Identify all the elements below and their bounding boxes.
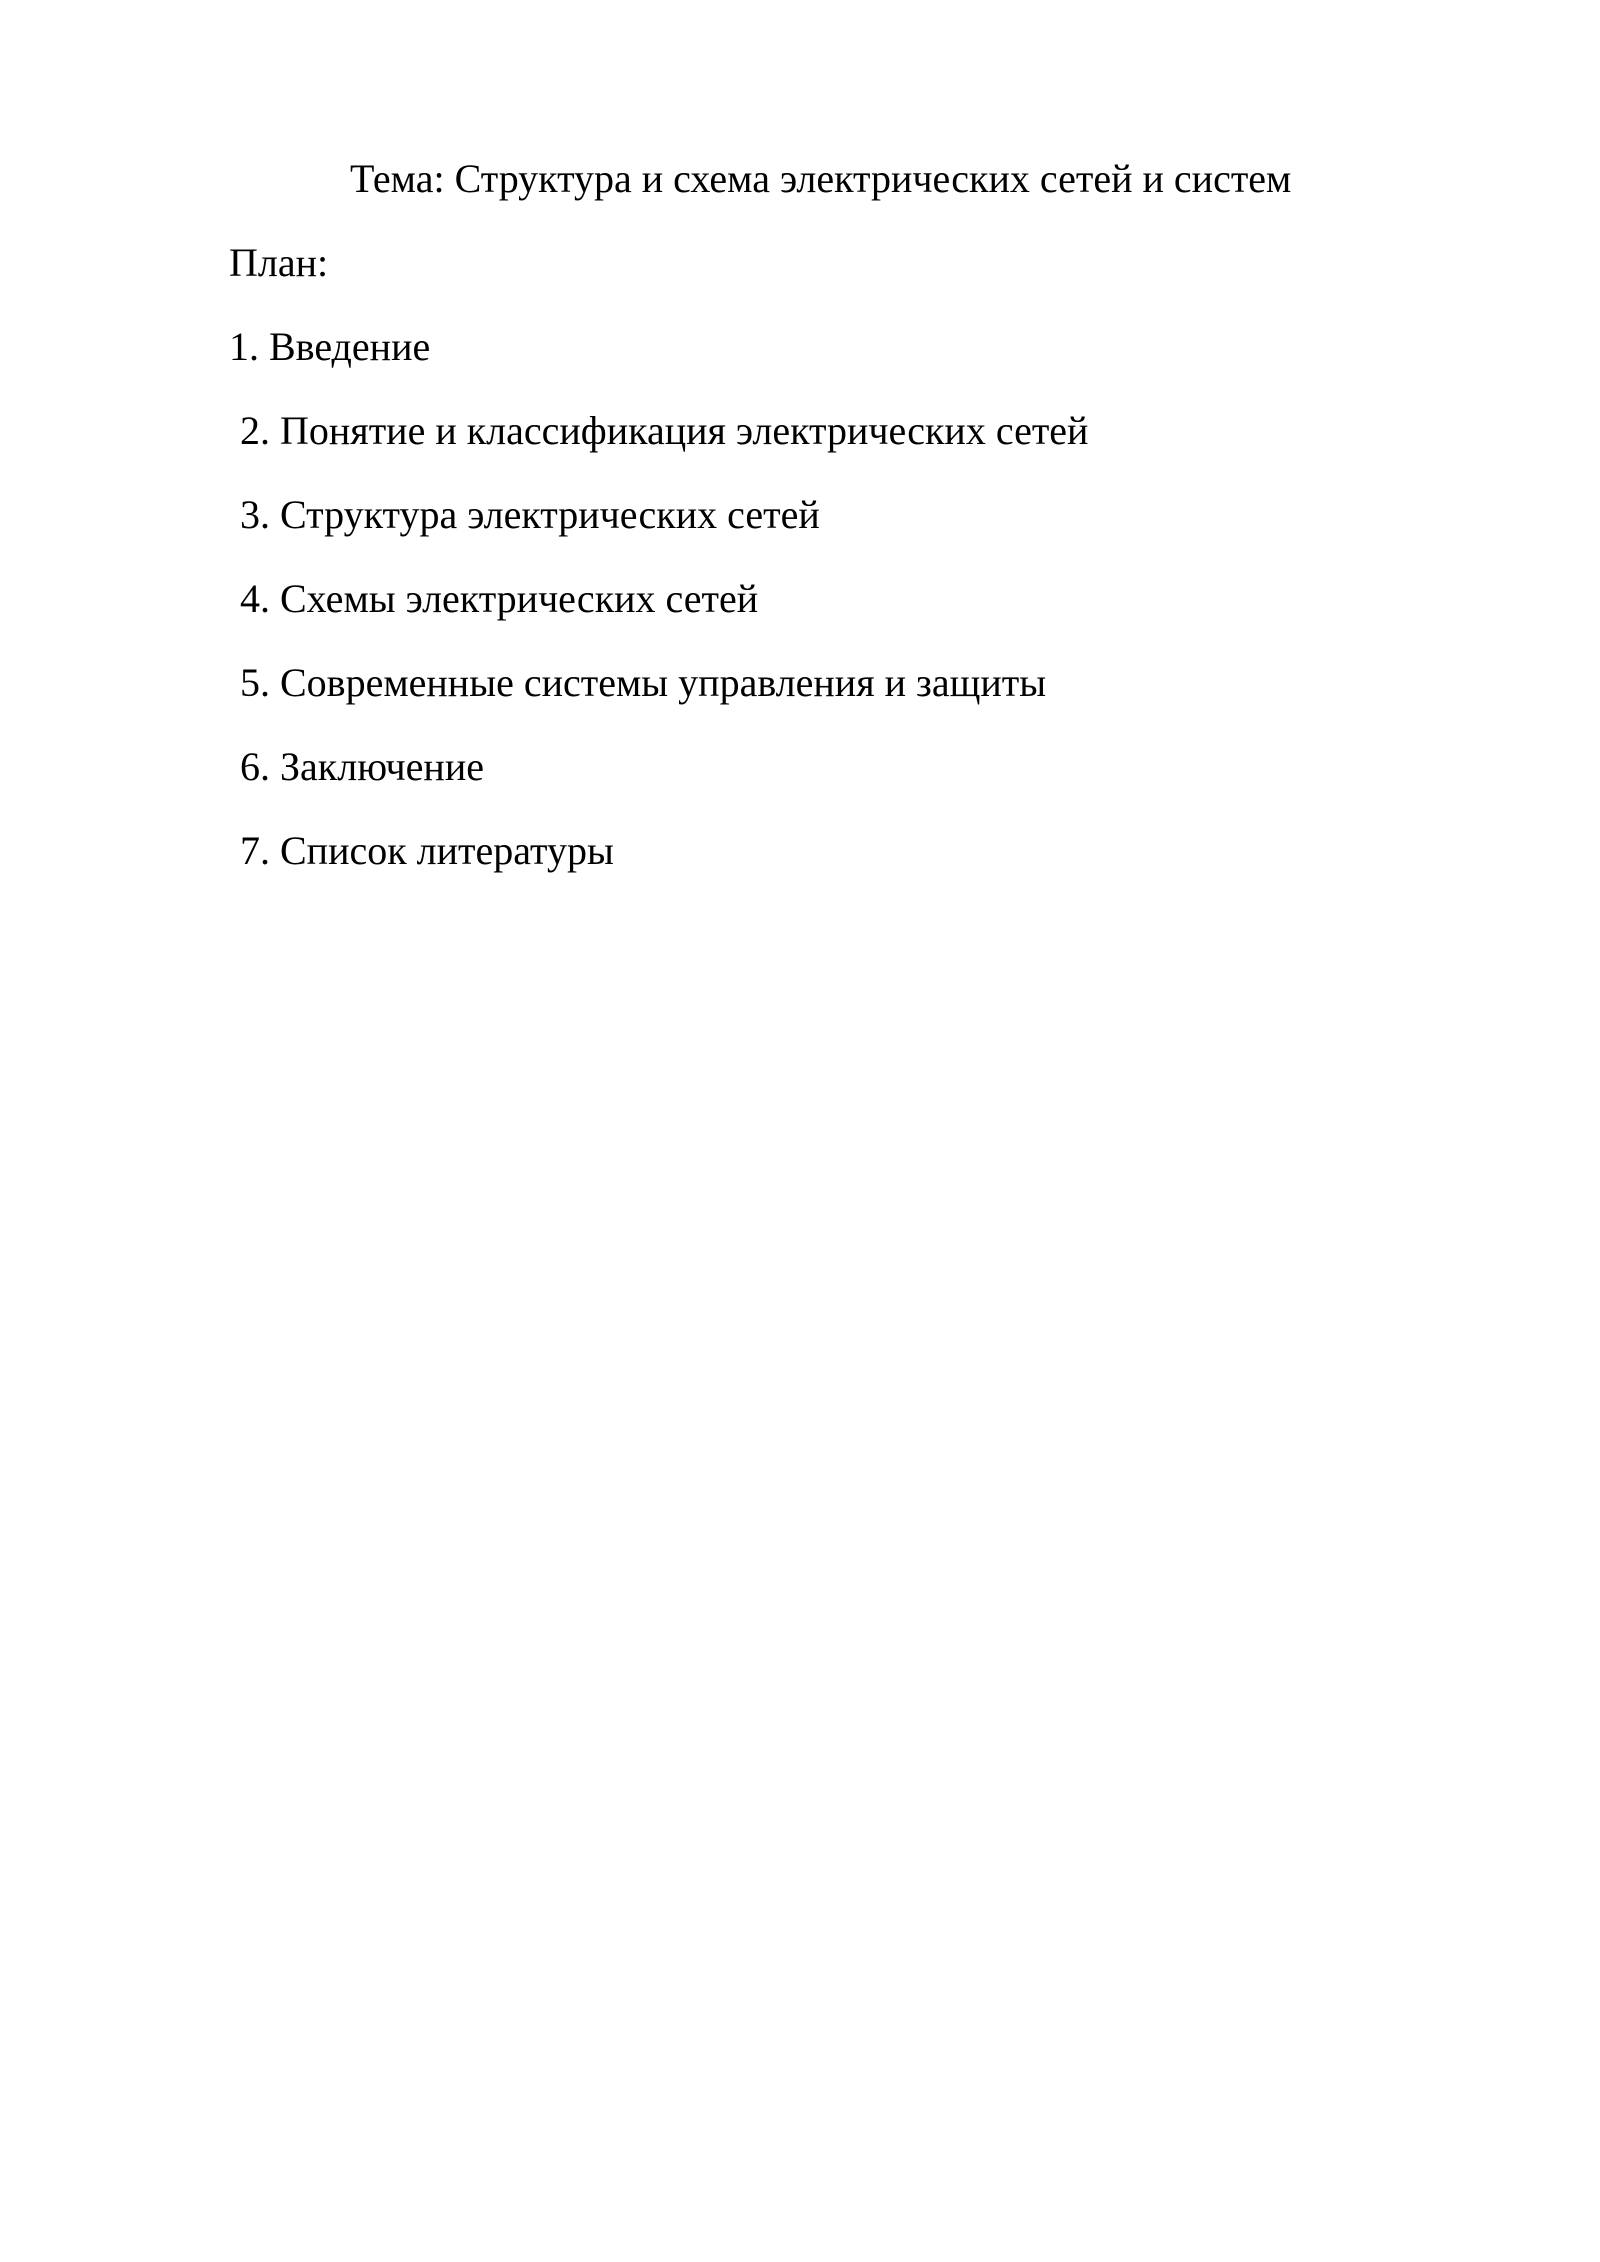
plan-item-concept-classification: 2. Понятие и классификация электрических сетей bbox=[240, 408, 1089, 453]
plan-item-control-protection: 5. Современные системы управления и защиты bbox=[240, 660, 1047, 705]
plan-item-references: 7. Список литературы bbox=[240, 828, 614, 873]
plan-item-introduction: 1. Введение bbox=[229, 324, 431, 369]
plan-item-structure: 3. Структура электрических сетей bbox=[240, 492, 820, 537]
document-title: Тема: Структура и схема электрических сетей и систем bbox=[350, 156, 1292, 201]
plan-item-conclusion: 6. Заключение bbox=[240, 744, 484, 789]
plan-item-schemes: 4. Схемы электрических сетей bbox=[240, 576, 759, 621]
plan-label: План: bbox=[229, 240, 329, 285]
